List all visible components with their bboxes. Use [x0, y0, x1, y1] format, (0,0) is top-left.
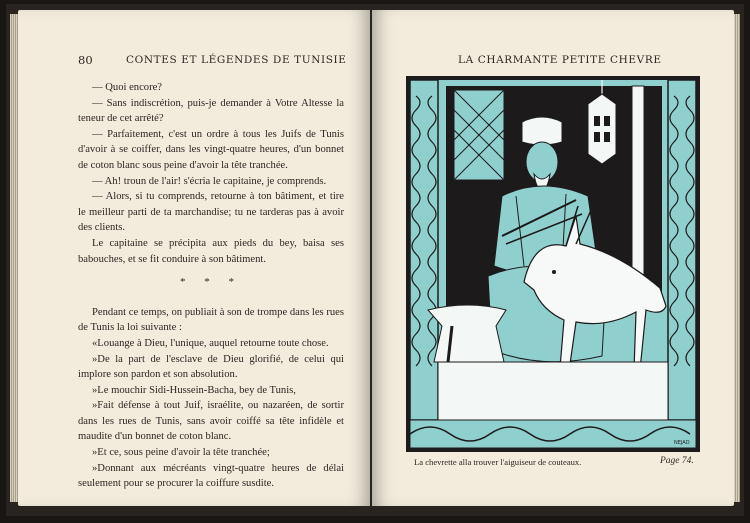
- floor-band: [410, 420, 696, 448]
- paragraph: »Et ce, sous peine d'avoir la tête tranchée;: [92, 447, 270, 459]
- illustration-caption: La chevrette alla trouver l'aiguiseur de couteaux.: [414, 457, 582, 467]
- paragraph: »De la part de l'esclave de Dieu glorifié, de celui qui implore son pardon et son absolution.: [78, 353, 344, 381]
- paragraph: Le capitaine se précipita aux pieds du bey, baisa ses babouches, et se fit conduire à son bâtiment.: [78, 237, 344, 265]
- page-number: 80: [78, 53, 93, 67]
- paragraph: «Louange à Dieu, l'unique, auquel retourne toute chose.: [92, 337, 329, 349]
- lantern: [588, 94, 616, 164]
- paragraph: — Sans indiscrétion, puis-je demander à Votre Altesse la teneur de cet arrêté?: [78, 97, 344, 125]
- page-reference: Page 74.: [660, 456, 694, 466]
- paragraph: — Alors, si tu comprends, retourne à ton bâtiment, et tire le meilleur parti de ta marchandise; tu ne tarderas pas à avoir des clients.: [78, 191, 344, 234]
- left-border-column: [410, 80, 438, 420]
- right-border-column: [668, 80, 696, 420]
- grinder-face: [526, 142, 558, 182]
- running-header-left: CONTES ET LÉGENDES DE TUNISIE: [126, 54, 347, 66]
- paragraph: »Le mouchir Sidi-Hussein-Bacha, bey de Tunis,: [92, 384, 296, 396]
- section-break: * * *: [180, 276, 242, 289]
- paragraph: — Quoi encore?: [92, 82, 163, 93]
- paragraph: — Ah! troun de l'air! s'écria le capitaine, je comprends.: [92, 175, 327, 187]
- paragraph: »Fait défense à tout Juif, israélite, ou nazaréen, de sortir dans les rues de Tunis, sans avoir coiffé sa tête infidèle et maudite d'un bonnet de coton blanc.: [78, 400, 344, 443]
- right-page: [372, 10, 734, 506]
- floor: [438, 362, 668, 420]
- illustration: [406, 76, 700, 452]
- running-header-right: LA CHARMANTE PETITE CHEVRE: [458, 54, 662, 66]
- body-text: [78, 80, 344, 492]
- goat-eye: [552, 270, 556, 274]
- illustration-signature: NEJAD: [674, 440, 690, 446]
- paragraph: — Parfaitement, c'est un ordre à tous les Juifs de Tunis d'avoir à se coiffer, dans les vingt-quatre heures, d'un bonnet de coton blanc sous peine d'avoir la tête tranchée.: [78, 128, 344, 171]
- grinder-turban: [522, 117, 562, 145]
- left-page: [18, 10, 370, 506]
- paragraph: »Donnant aux mécréants vingt-quatre heures de délai seulement pour se procurer la coiffure susdite.: [78, 462, 344, 490]
- paragraph: Pendant ce temps, on publiait à son de trompe dans les rues de Tunis la loi suivante :: [78, 306, 344, 334]
- open-book: [6, 4, 744, 516]
